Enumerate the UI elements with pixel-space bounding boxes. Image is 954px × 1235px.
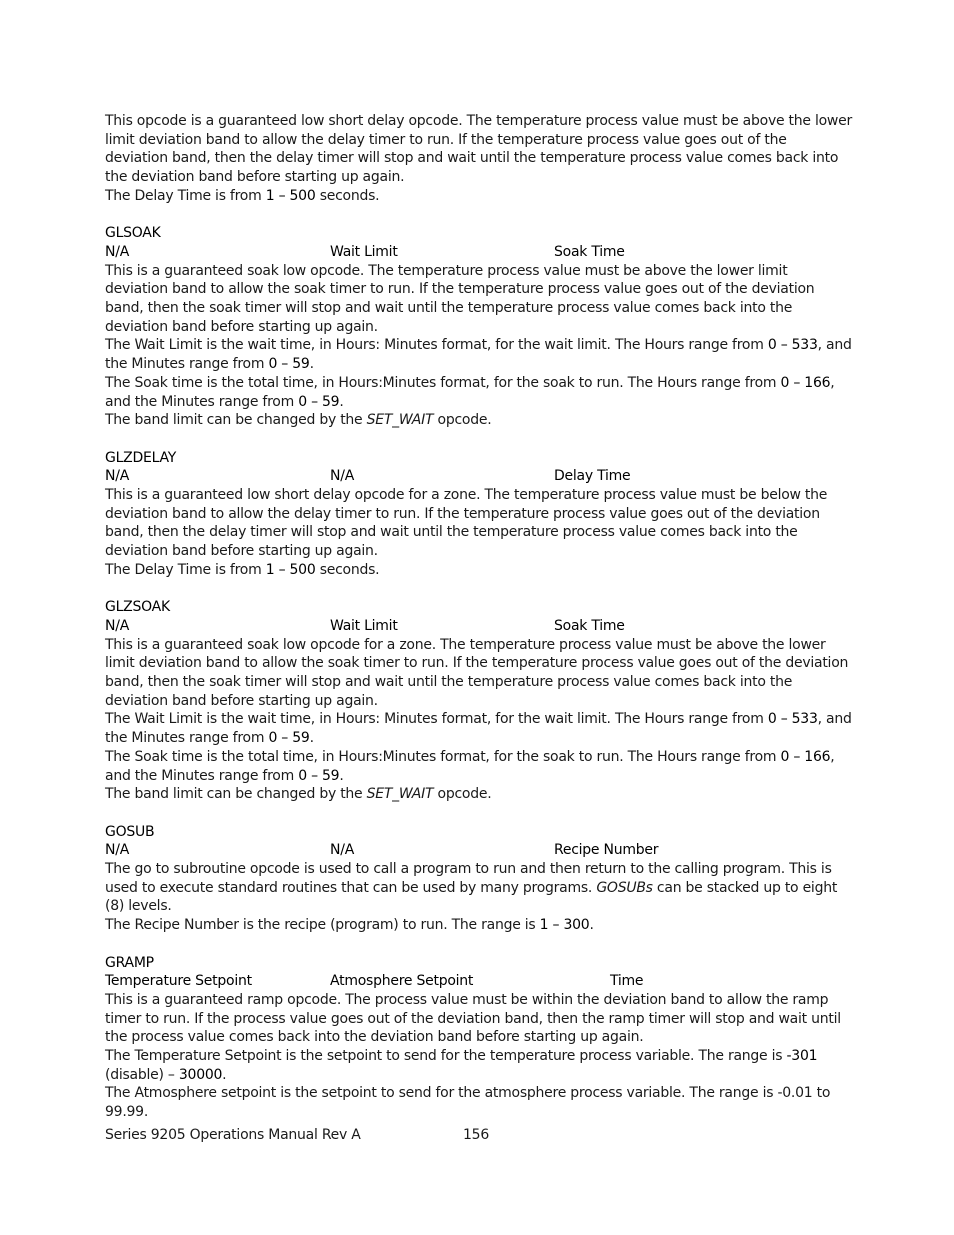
page-number: 156 [463, 1127, 489, 1143]
opcode-glzdelay-params [105, 467, 853, 486]
glzsoak-band-limit: The band limit can be changed by the SET_WAIT opcode. [105, 786, 492, 803]
param-2: Wait Limit [330, 243, 398, 260]
param-2: Wait Limit [330, 617, 398, 634]
gosub-recipe-range: The Recipe Number is the recipe (program) to run. The range is 1 – 300. [105, 917, 594, 934]
opcode-gramp-params [105, 972, 853, 991]
opcode-gosub-title: GOSUB [105, 823, 155, 840]
opcode-glzsoak-params [105, 617, 853, 636]
manual-title: Series 9205 Operations Manual Rev A [105, 1127, 361, 1143]
opcode-glsoak-params [105, 243, 853, 262]
manual-page [105, 112, 853, 1122]
glsoak-band-limit: The band limit can be changed by the SET_WAIT opcode. [105, 412, 492, 429]
gramp-description: This is a guaranteed ramp opcode. The process value must be within the deviation band to allow the ramp timer to run. If the process value goes out of the deviation band, then the ramp timer will stop and wait until the process value comes back into the deviation band before starting up again. [105, 991, 841, 1046]
intro-delay-range: The Delay Time is from 1 – 500 seconds. [105, 187, 380, 204]
opcode-glzdelay-title: GLZDELAY [105, 449, 177, 466]
param-1: N/A [105, 243, 130, 260]
glzdelay-delay-range: The Delay Time is from 1 – 500 seconds. [105, 561, 380, 578]
glzsoak-wait-limit: The Wait Limit is the wait time, in Hours: Minutes format, for the wait limit. The Hours range from 0 – 533, and the Minutes range from 0 – 59. [105, 711, 852, 747]
param-2: Atmosphere Setpoint [330, 973, 474, 990]
param-3: Delay Time [554, 468, 631, 485]
glzsoak-soak-time: The Soak time is the total time, in Hours:Minutes format, for the soak to run. The Hours range from 0 – 166, and the Minutes range from 0 – 59. [105, 748, 835, 784]
param-3: Soak Time [554, 243, 625, 260]
glsoak-description: This is a guaranteed soak low opcode. The temperature process value must be above the lower limit deviation band to allow the soak timer to run. If the temperature process value goes out of the deviation band, then the soak timer will stop and wait until the temperature process value comes back into the deviation band before starting up again. [105, 262, 815, 335]
param-2: N/A [330, 468, 355, 485]
param-3: Recipe Number [554, 842, 659, 859]
opcode-glzsoak-title: GLZSOAK [105, 599, 170, 616]
gosub-description: The go to subroutine opcode is used to call a program to run and then return to the calling program. This is used to execute standard routines that can be used by many programs. GOSUBs can be stacked up to eight (8) levels. [105, 861, 838, 915]
page-footer [105, 1126, 489, 1145]
intro-paragraph: This opcode is a guaranteed low short delay opcode. The temperature process value must be above the lower limit deviation band to allow the delay timer to run. If the temperature process value goes out of the deviation band, then the delay timer will stop and wait until the temperature process value comes back into the deviation band before starting up again. [105, 113, 852, 186]
opcode-glsoak-title: GLSOAK [105, 225, 161, 242]
param-3: Time [610, 973, 644, 990]
param-1: N/A [105, 842, 130, 859]
opcode-gramp-title: GRAMP [105, 954, 154, 971]
opcode-gosub-params [105, 841, 853, 860]
param-3: Soak Time [554, 617, 625, 634]
glzsoak-description: This is a guaranteed soak low opcode for a zone. The temperature process value must be above the lower limit deviation band to allow the soak timer to run. If the temperature process value goes out of the deviation band, then the soak timer will stop and wait until the temperature process value comes back into the deviation band before starting up again. [105, 636, 849, 709]
param-2: N/A [330, 842, 355, 859]
glsoak-soak-time: The Soak time is the total time, in Hours:Minutes format, for the soak to run. The Hours range from 0 – 166, and the Minutes range from 0 – 59. [105, 374, 835, 410]
param-1: N/A [105, 468, 130, 485]
glsoak-wait-limit: The Wait Limit is the wait time, in Hours: Minutes format, for the wait limit. The Hours range from 0 – 533, and the Minutes range from 0 – 59. [105, 337, 852, 373]
param-1: N/A [105, 617, 130, 634]
param-1: Temperature Setpoint [105, 973, 252, 990]
glzdelay-description: This is a guaranteed low short delay opcode for a zone. The temperature process value must be below the deviation band to allow the delay timer to run. If the temperature process value goes out of the deviation band, then the delay timer will stop and wait until the temperature process value comes back into the deviation band before starting up again. [105, 487, 828, 560]
gramp-temperature-range: The Temperature Setpoint is the setpoint to send for the temperature process variable. The range is -301 (disable) – 30000. [105, 1048, 818, 1083]
gramp-atmosphere-range: The Atmosphere setpoint is the setpoint to send for the atmosphere process variable. The range is -0.01 to 99.99. [105, 1085, 831, 1121]
